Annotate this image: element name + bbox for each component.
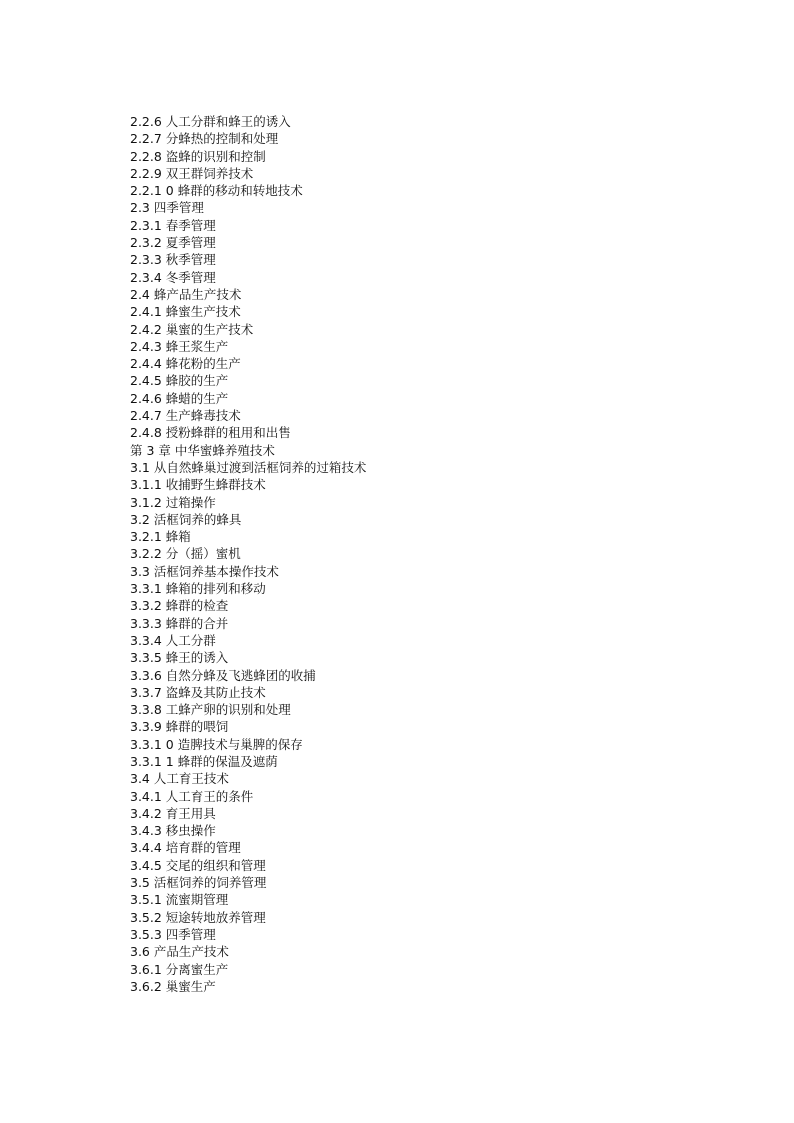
toc-entry: 3.4.5 交尾的组织和管理 [130, 857, 266, 873]
toc-entry: 3.3 活框饲养基本操作技术 [130, 563, 279, 579]
toc-entry: 2.4 蜂产品生产技术 [130, 286, 242, 302]
toc-entry: 2.3.4 冬季管理 [130, 269, 216, 285]
toc-entry: 3.3.6 自然分蜂及飞逃蜂团的收捕 [130, 667, 316, 683]
toc-entry: 2.4.4 蜂花粉的生产 [130, 356, 241, 372]
toc-entry: 2.4.1 蜂蜜生产技术 [130, 304, 241, 320]
toc-entry: 3.6.1 分离蜜生产 [130, 961, 229, 977]
toc-entry: 2.4.6 蜂蜡的生产 [130, 390, 229, 406]
table-of-contents [130, 113, 690, 995]
toc-entry: 3.1.2 过箱操作 [130, 494, 216, 510]
toc-entry: 第 3 章 中华蜜蜂养殖技术 [130, 442, 275, 458]
toc-entry: 2.4.5 蜂胶的生产 [130, 373, 229, 389]
toc-entry: 3.3.1 蜂箱的排列和移动 [130, 581, 266, 597]
toc-entry: 3.6.2 巢蜜生产 [130, 978, 216, 994]
toc-entry: 3.3.3 蜂群的合并 [130, 615, 229, 631]
toc-entry: 3.3.1 1 蜂群的保温及遮荫 [130, 753, 278, 769]
toc-entry: 3.5 活框饲养的饲养管理 [130, 875, 267, 891]
toc-entry: 2.2.9 双王群饲养技术 [130, 165, 254, 181]
toc-entry: 3.6 产品生产技术 [130, 944, 229, 960]
toc-entry: 3.4.4 培育群的管理 [130, 840, 241, 856]
toc-entry: 3.2.2 分（摇）蜜机 [130, 546, 241, 562]
toc-entry: 2.3 四季管理 [130, 200, 204, 216]
toc-entry: 3.3.4 人工分群 [130, 632, 216, 648]
toc-entry: 2.4.7 生产蜂毒技术 [130, 408, 241, 424]
toc-entry: 2.4.3 蜂王浆生产 [130, 338, 229, 354]
toc-entry: 3.4.3 移虫操作 [130, 823, 216, 839]
toc-entry: 2.4.8 授粉蜂群的租用和出售 [130, 425, 291, 441]
toc-entry: 3.5.1 流蜜期管理 [130, 892, 229, 908]
toc-entry: 3.3.9 蜂群的喂饲 [130, 719, 229, 735]
toc-entry: 2.2.8 盗蜂的识别和控制 [130, 148, 266, 164]
toc-entry: 3.3.1 0 造脾技术与巢脾的保存 [130, 736, 303, 752]
toc-entry: 3.2.1 蜂箱 [130, 529, 191, 545]
toc-entry: 3.3.8 工蜂产卵的识别和处理 [130, 702, 291, 718]
toc-entry: 2.2.7 分蜂热的控制和处理 [130, 131, 279, 147]
toc-entry: 3.4.2 育王用具 [130, 805, 216, 821]
toc-entry: 2.4.2 巢蜜的生产技术 [130, 321, 254, 337]
toc-entry: 2.2.6 人工分群和蜂王的诱入 [130, 114, 291, 129]
toc-entry: 3.3.2 蜂群的检查 [130, 598, 229, 614]
toc-entry: 3.3.7 盗蜂及其防止技术 [130, 684, 266, 700]
toc-entry: 2.3.2 夏季管理 [130, 235, 216, 251]
toc-entry: 3.1.1 收捕野生蜂群技术 [130, 477, 266, 493]
toc-entry: 2.3.3 秋季管理 [130, 252, 216, 268]
toc-entry: 3.5.3 四季管理 [130, 926, 216, 942]
toc-entry: 3.4.1 人工育王的条件 [130, 788, 254, 804]
toc-entry: 3.3.5 蜂王的诱入 [130, 650, 229, 666]
toc-entry: 3.4 人工育王技术 [130, 771, 229, 787]
toc-entry: 2.2.1 0 蜂群的移动和转地技术 [130, 183, 303, 199]
toc-entry: 3.2 活框饲养的蜂具 [130, 511, 242, 527]
toc-entry: 3.1 从自然蜂巢过渡到活框饲养的过箱技术 [130, 459, 367, 475]
toc-entry: 3.5.2 短途转地放养管理 [130, 909, 266, 925]
toc-entry: 2.3.1 春季管理 [130, 217, 216, 233]
